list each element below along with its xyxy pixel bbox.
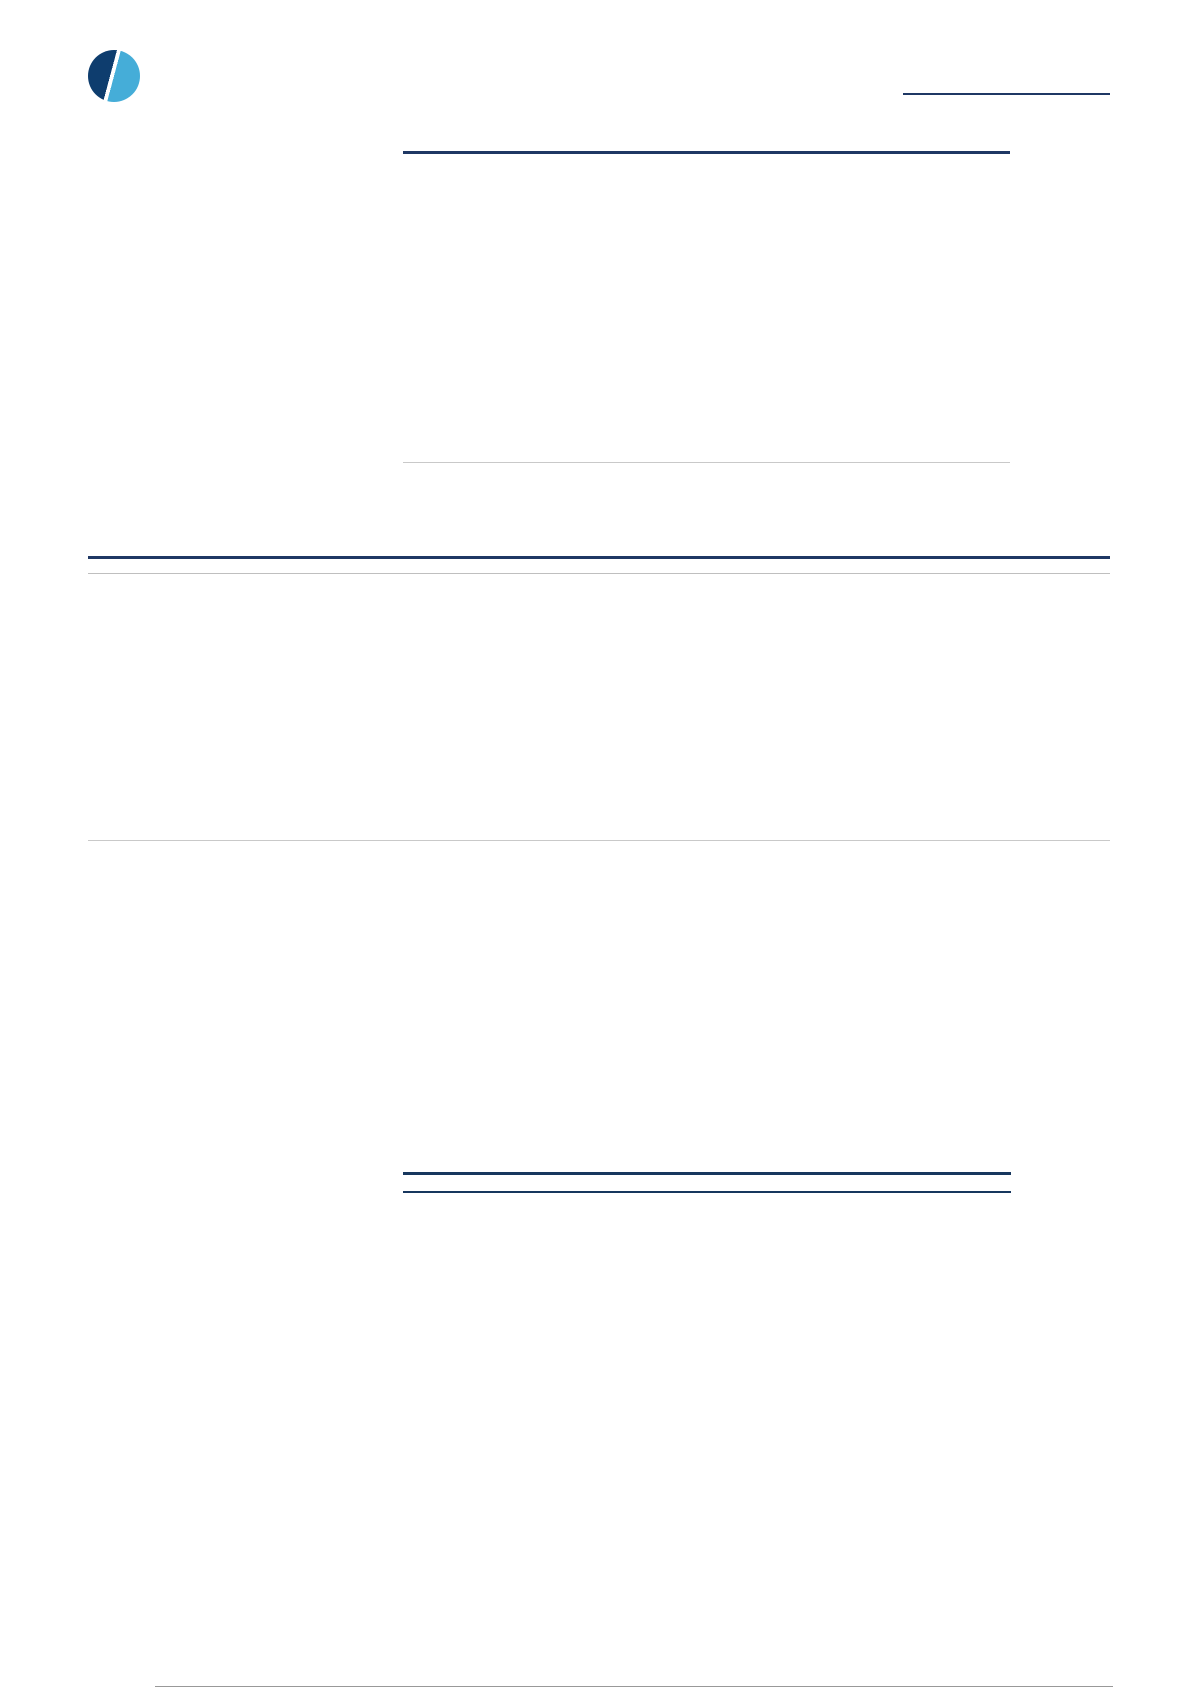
- footer-rule: [155, 1686, 1113, 1687]
- legend-db-plan: [553, 820, 572, 832]
- figure13-title: [88, 559, 1110, 574]
- company-logo-icon: [88, 50, 140, 102]
- dc-plan-swatch: [627, 820, 639, 832]
- company-logo: [88, 50, 153, 102]
- table-header-plan-name: [494, 1174, 810, 1193]
- figure13-area-chart: [88, 574, 1110, 813]
- figure13-block: [88, 556, 1110, 847]
- defined-benefit-swatch: [876, 451, 908, 454]
- defined-contribution-swatch: [953, 451, 985, 454]
- figure12-line-chart: [403, 154, 1010, 444]
- figure12-block: [403, 144, 1010, 469]
- figure12-title: [403, 144, 1010, 154]
- figure12-legend: [403, 451, 1010, 454]
- plan-table: [403, 1172, 1011, 1193]
- table-header-participant: [810, 1174, 1011, 1193]
- section-2-2-2-2: [403, 931, 1011, 957]
- report-type-label: [903, 84, 1110, 95]
- figure12-source: [403, 462, 1010, 469]
- table-header-blank: [403, 1174, 494, 1193]
- legend-defined-contribution: [953, 451, 992, 454]
- figure13-source: [88, 840, 1110, 847]
- table2-block: [403, 1161, 1011, 1193]
- db-plan-swatch: [553, 820, 565, 832]
- legend-dc-plan: [627, 820, 646, 832]
- legend-defined-benefit: [876, 451, 915, 454]
- figure13-legend: [88, 820, 1110, 832]
- table-header-row: [403, 1174, 1011, 1193]
